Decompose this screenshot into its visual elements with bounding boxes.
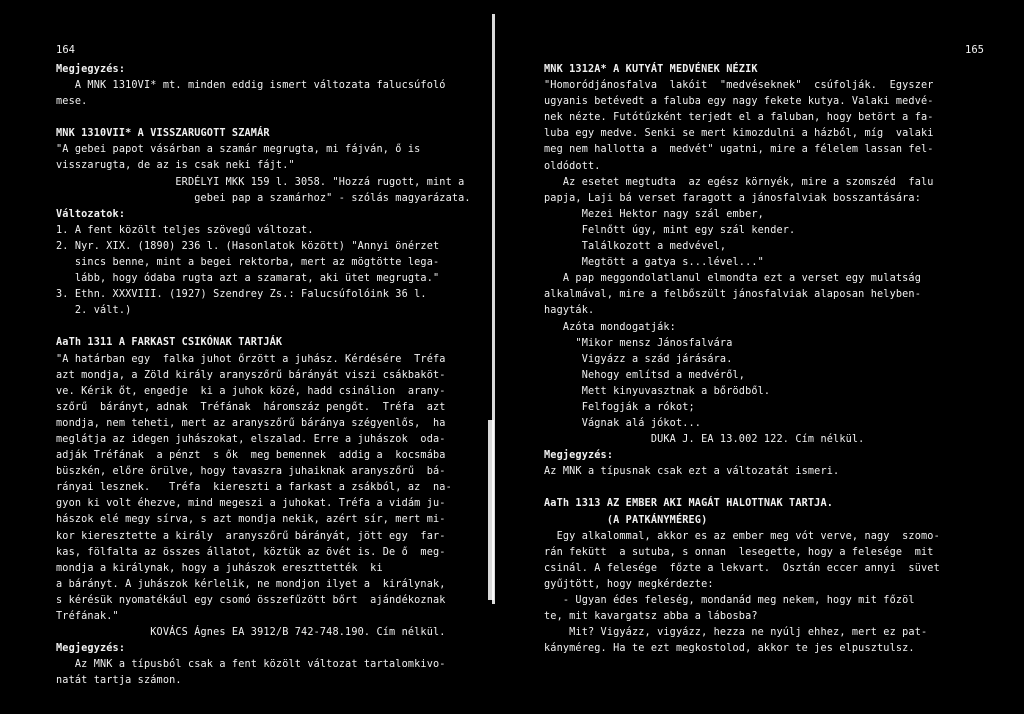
text-line: KOVÁCS Ágnes EA 3912/B 742-748.190. Cím nélkül. bbox=[56, 627, 446, 639]
right-page-number: 165 bbox=[965, 44, 984, 56]
blank-line bbox=[544, 480, 940, 496]
text-line: Az esetet megtudta az egész környék, mire a szomszéd falu bbox=[544, 176, 934, 188]
text-line: sincs benne, mint a begei rektorba, mert az mögtötte lega- bbox=[56, 257, 440, 269]
heading-line: Megjegyzés: bbox=[56, 643, 126, 655]
text-line: Felfogják a rókot; bbox=[544, 401, 695, 413]
text-line: A pap meggondolatlanul elmondta ezt a verset egy mulatság bbox=[544, 273, 922, 285]
right-page bbox=[500, 0, 1024, 714]
text-line: 2. Nyr. XIX. (1890) 236 l. (Hasonlatok között) "Annyi önérzet bbox=[56, 240, 440, 252]
left-page-number: 164 bbox=[56, 44, 75, 56]
text-line: Találkozott a medvével, bbox=[544, 241, 727, 253]
text-line: DUKA J. EA 13.002 122. Cím nélkül. bbox=[544, 434, 865, 446]
text-line: Az MNK a típusból csak a fent közölt változat tartalomkivo- bbox=[56, 659, 446, 671]
text-line: "Homoródjánosfalva lakóit "medvéseknek" csúfolják. Egyszer bbox=[544, 80, 934, 92]
text-line: natát tartja számon. bbox=[56, 675, 182, 687]
text-line: azt mondja, a Zöld király aranyszőrű bárányát viszi csákbaköt- bbox=[56, 369, 446, 381]
text-line: luba egy medve. Senki se mert kimozdulni a házból, míg valaki bbox=[544, 128, 934, 140]
heading-line: Változatok: bbox=[56, 208, 126, 220]
text-line: - Ugyan édes feleség, mondanád meg nekem, hogy mit főzöl bbox=[544, 595, 915, 606]
heading-line: (A PATKÁNYMÉREG) bbox=[544, 514, 708, 526]
text-line: "A határban egy falka juhot őrzött a juhász. Kérdésére Tréfa bbox=[56, 353, 446, 365]
left-page bbox=[0, 0, 496, 714]
text-line: Felnőtt úgy, mint egy szál kender. bbox=[544, 224, 796, 236]
text-line: Tréfának." bbox=[56, 611, 119, 622]
text-line: Vigyázz a szád járására. bbox=[544, 353, 733, 365]
text-line: kányméreg. Ha te ezt megkostolod, akkor te jes elpusztulsz. bbox=[544, 643, 915, 655]
text-line: rányai lesznek. Tréfa kiereszti a farkast a zsákból, az na- bbox=[56, 482, 452, 494]
text-line: kas, fölfalta az összes állatot, köztük az övét is. De ő meg- bbox=[56, 546, 446, 558]
text-line: ve. Kérik őt, engedje ki a juhok közé, hadd csinálion arany- bbox=[56, 385, 446, 397]
text-line: "A gebei papot vásárban a szamár megrugta, mi fájván, ő is bbox=[56, 144, 421, 156]
left-page-text bbox=[56, 62, 471, 689]
heading-line: MNK 1310VII* A VISSZARUGOTT SZAMÁR bbox=[56, 128, 270, 140]
text-line: 2. vált.) bbox=[56, 305, 132, 317]
heading-line: AaTh 1311 A FARKAST CSIKÓNAK TARTJÁK bbox=[56, 337, 283, 349]
text-line: mondja, nem teheti, mert az aranyszőrű báránya szégyenlős, ha bbox=[56, 417, 446, 429]
blank-line bbox=[56, 319, 471, 335]
heading-line: AaTh 1313 AZ EMBER AKI MAGÁT HALOTTNAK TARTJA. bbox=[544, 498, 834, 510]
right-page-text bbox=[544, 62, 940, 657]
text-line: Vágnak alá jókot... bbox=[544, 418, 702, 430]
text-line: meg nem hallotta a medvét" ugatni, mire a félelem lassan fel- bbox=[544, 144, 934, 156]
text-line: rán fekütt a sutuba, s onnan lesegette, hogy a felesége mit bbox=[544, 546, 934, 558]
text-line: hászok elé megy sírva, s azt mondja nekik, azért sír, mert mi- bbox=[56, 514, 446, 526]
text-line: gyűjtött, hogy megkérdezte: bbox=[544, 578, 714, 590]
text-line: Egy alkalommal, akkor es az ember meg vót verve, nagy szomo- bbox=[544, 530, 940, 542]
text-line: alkalmával, mire a felbőszült jánosfalviak alaposan helyben- bbox=[544, 289, 922, 301]
text-line: Az MNK a típusnak csak ezt a változatát ismeri. bbox=[544, 466, 840, 478]
text-line: A MNK 1310VI* mt. minden eddig ismert változata falucsúfoló bbox=[56, 80, 446, 92]
text-line: Nehogy említsd a medvéről, bbox=[544, 369, 746, 381]
text-line: a bárányt. A juhászok kérlelik, ne mondjon ilyet a királynak, bbox=[56, 578, 446, 590]
text-line: gebei pap a szamárhoz" - szólás magyarázata. bbox=[56, 192, 471, 204]
text-line: papja, Laji bá verset faragott a jánosfalviak bosszantására: bbox=[544, 192, 922, 204]
text-line: gyon ki volt éhezve, mind megeszi a juhokat. Tréfa a vidám ju- bbox=[56, 498, 446, 510]
heading-line: MNK 1312A* A KUTYÁT MEDVÉNEK NÉZIK bbox=[544, 64, 758, 75]
text-line: csinál. A felesége főzte a lekvart. Osztán eccer annyi süvet bbox=[544, 562, 940, 574]
text-line: mondja a királynak, hogy a juhászok ereszttették ki bbox=[56, 562, 383, 574]
text-line: Mit? Vigyázz, vigyázz, hezza ne nyúlj ehhez, mert ez pat- bbox=[544, 627, 928, 639]
text-line: Megtött a gatya s...lével..." bbox=[544, 257, 764, 269]
text-line: visszarugta, de az is csak neki fájt." bbox=[56, 160, 295, 172]
text-line: meglátja az idegen juhászokat, elszalad. Erre a juhászok oda- bbox=[56, 433, 446, 445]
blank-line bbox=[56, 110, 471, 126]
text-line: 3. Ethn. XXXVIII. (1927) Szendrey Zs.: Falucsúfolóink 36 l. bbox=[56, 289, 427, 301]
text-line: te, mit kavargatsz abba a lábosba? bbox=[544, 611, 758, 623]
text-line: "Mikor mensz Jánosfalvára bbox=[544, 337, 733, 349]
text-line: adják Tréfának a pénzt s ők meg bemennek addig a kocsmába bbox=[56, 450, 446, 462]
heading-line: Megjegyzés: bbox=[56, 64, 126, 75]
heading-line: Megjegyzés: bbox=[544, 450, 614, 462]
text-line: Mezei Hektor nagy szál ember, bbox=[544, 208, 764, 220]
text-line: lább, hogy ódaba rugta azt a szamarat, aki ütet megrugta." bbox=[56, 273, 440, 285]
text-line: hagyták. bbox=[544, 305, 595, 317]
text-line: 1. A fent közölt teljes szövegű változat. bbox=[56, 224, 314, 236]
text-line: kor kieresztette a király aranyszőrű bárányát, jött egy far- bbox=[56, 530, 446, 542]
text-line: ERDÉLYI MKK 159 l. 3058. "Hozzá rugott, mint a bbox=[56, 176, 465, 188]
text-line: s kérésük nyomatékául egy csomó összefűzött bőrt ajándékoznak bbox=[56, 594, 446, 606]
text-line: ugyanis betévedt a faluba egy nagy fekete kutya. Valaki medvé- bbox=[544, 96, 934, 108]
text-line: mese. bbox=[56, 96, 88, 108]
text-line: Mett kinyuvasztnak a bőrödből. bbox=[544, 385, 771, 397]
text-line: nek nézte. Futótűzként terjedt el a faluban, hogy betört a fa- bbox=[544, 112, 934, 124]
text-line: szőrű bárányt, adnak Tréfának háromszáz pengőt. Tréfa azt bbox=[56, 401, 446, 413]
text-line: büszkén, előre örülve, hogy tavaszra juhaiknak aranyszőrű bá- bbox=[56, 466, 446, 478]
text-line: oldódott. bbox=[544, 160, 601, 172]
text-line: Azóta mondogatják: bbox=[544, 321, 676, 333]
